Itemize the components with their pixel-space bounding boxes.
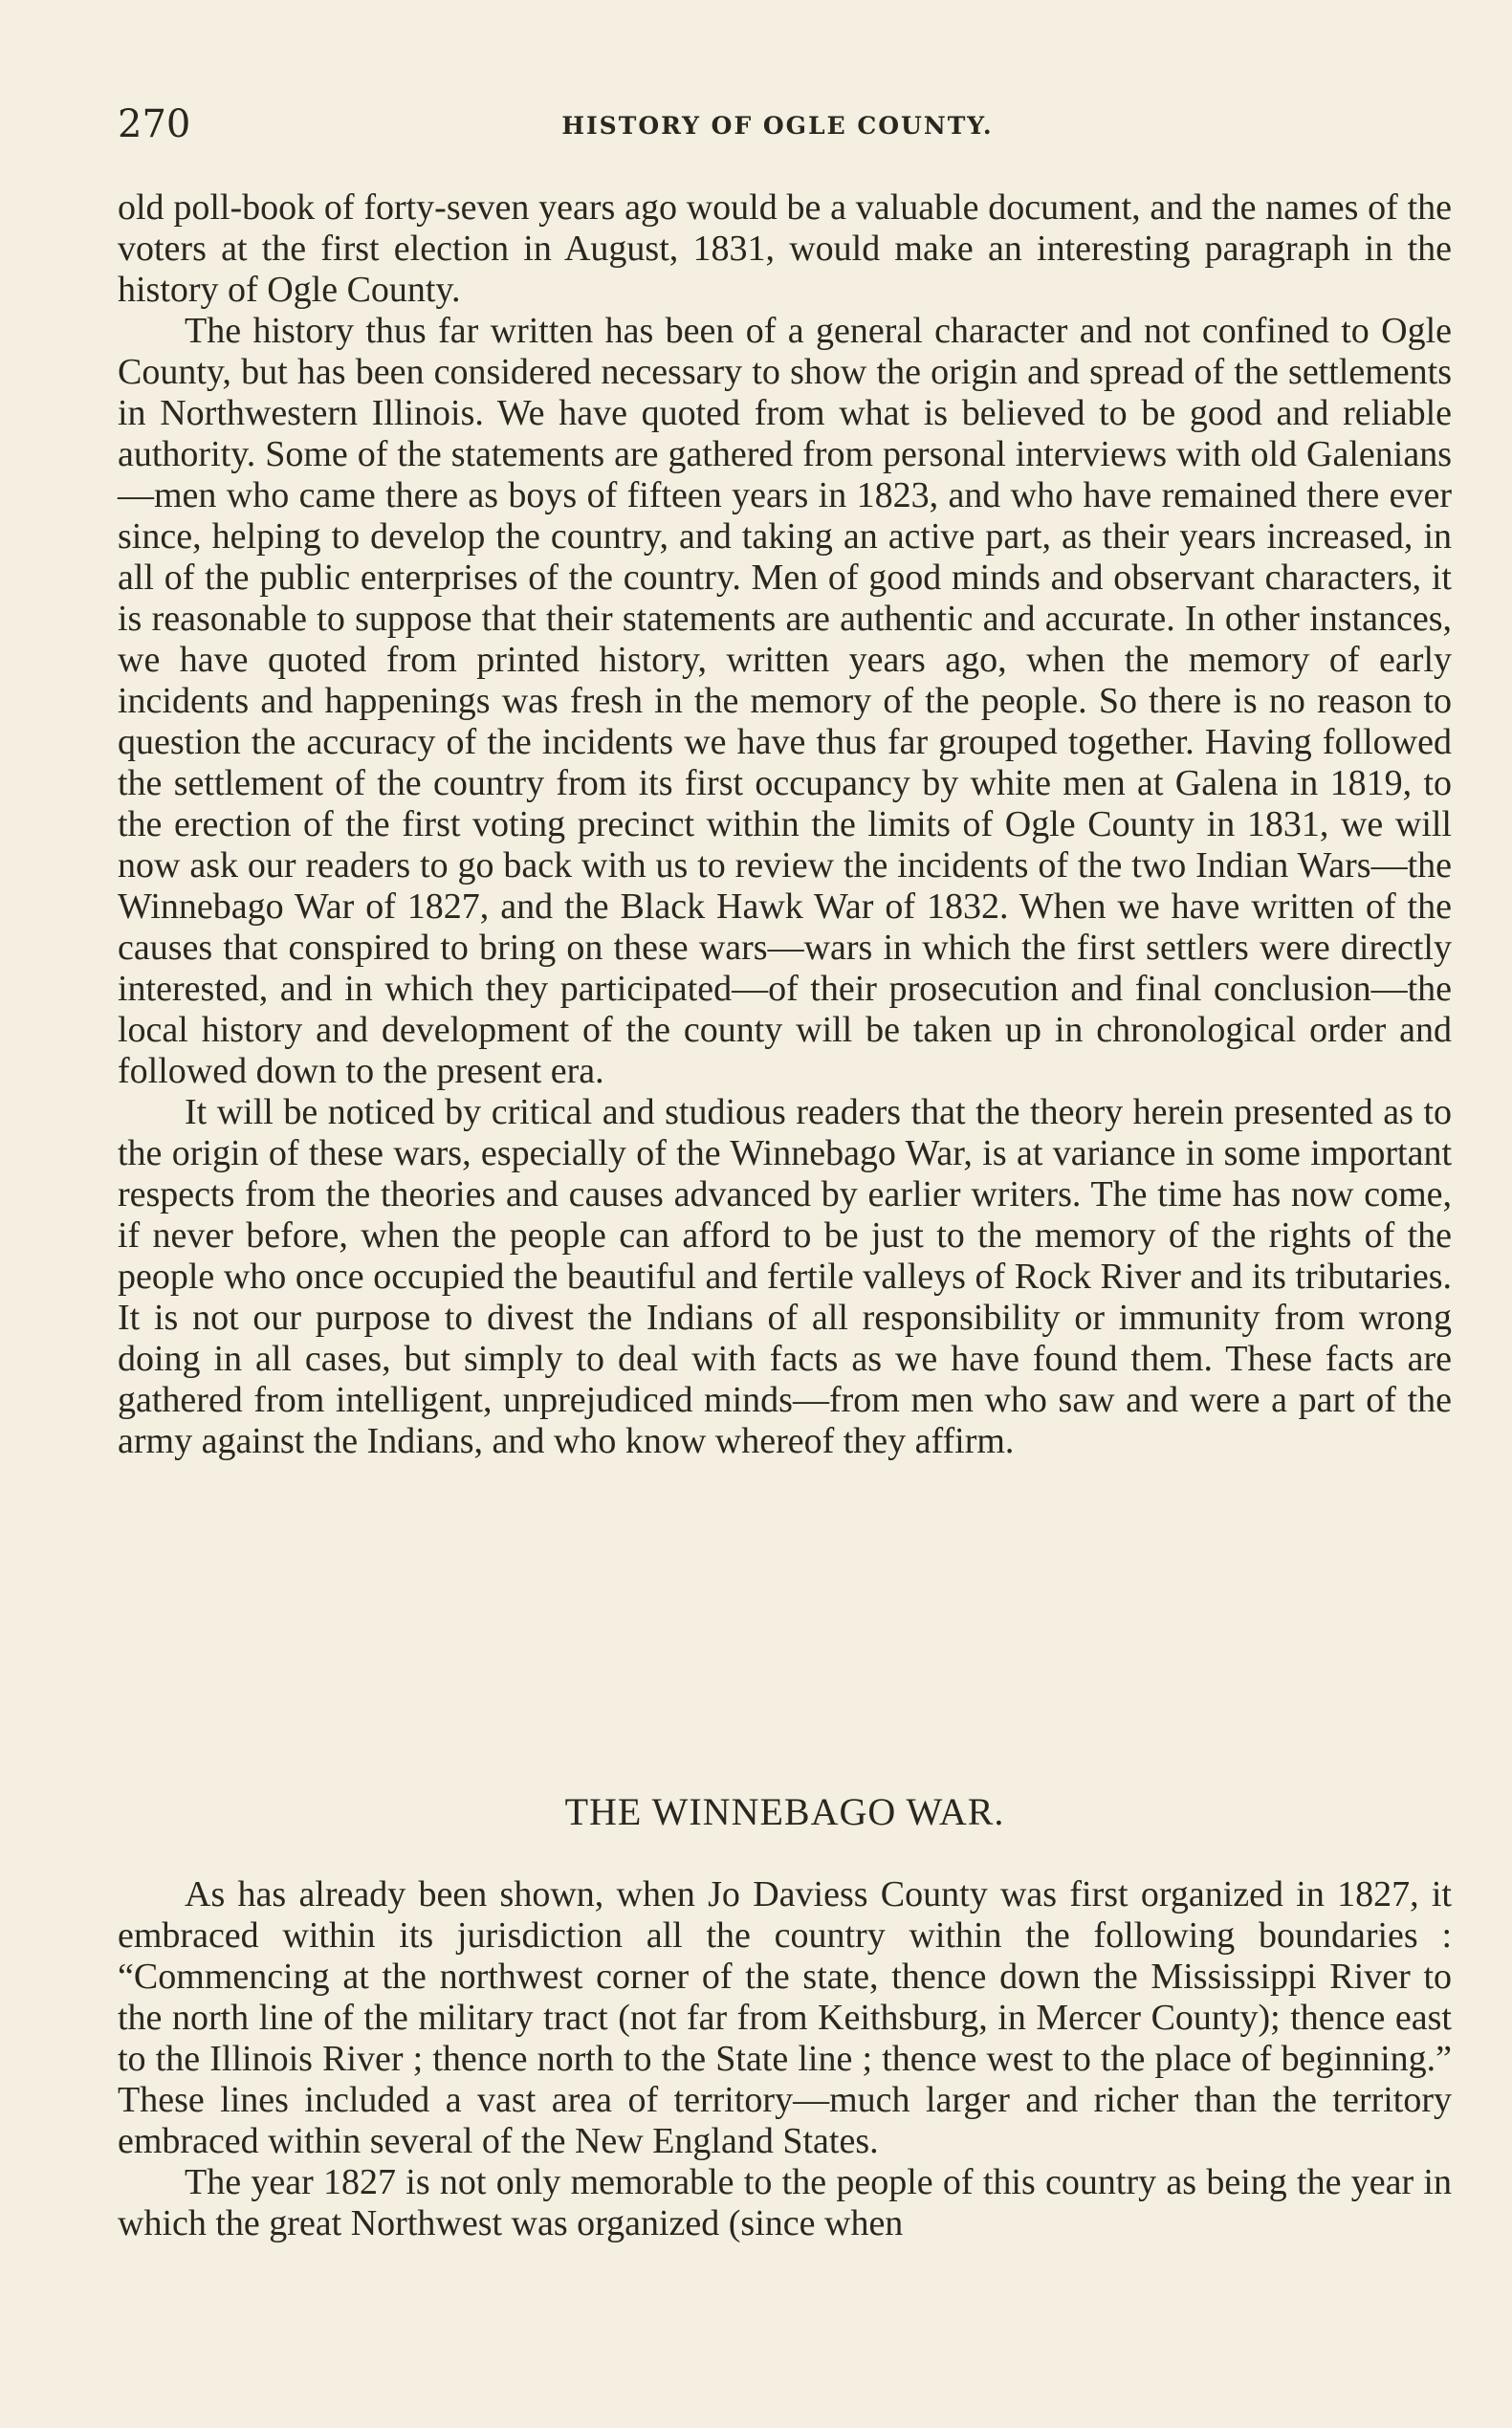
paragraph: It will be noticed by critical and studious readers that the theory herein presented as to the origin of these wars, especially of the Winnebago War, is at variance in some important respects from the theories and causes advanced by earlier writers. The time has now come, if never before, when the people can afford to be just to the memory of the rights of the people who once occupied the beautiful and fertile valleys of Rock River and its tributaries. It is not our purpose to divest the Indians of all responsibility or immunity from wrong doing in all cases, but simply to deal with facts as we have found them. These facts are gathered from intelligent, unprejudiced minds—from men who saw and were a part of the army against the Indians, and who know whereof they affirm. xyxy=(118,1092,1452,1461)
paragraph: The history thus far written has been of a general character and not confined to Ogle County, but has been considered necessary to show the origin and spread of the settlements in Northwestern Illinois. We have quoted from what is believed to be good and reliable authority. Some of the statements are gathered from personal interviews with old Galenians—men who came there as boys of fifteen years in 1823, and who have remained there ever since, helping to develop the country, and taking an active part, as their years increased, in all of the public enterprises of the country. Men of good minds and observant characters, it is reasonable to suppose that their statements are authentic and accurate. In other instances, we have quoted from printed history, written years ago, when the memory of early incidents and happenings was fresh in the memory of the people. So there is no reason to question the accuracy of the incidents we have thus far grouped together. Having followed the settlement of the country from its first occupancy by white men at Galena in 1819, to the erection of the first voting precinct within the limits of Ogle County in 1831, we will now ask our readers to go back with us to review the incidents of the two Indian Wars—the Winnebago War of 1827, and the Black Hawk War of 1832. When we have written of the causes that conspired to bring on these wars—wars in which the first settlers were directly interested, and in which they participated—of their prosecution and final conclusion—the local history and development of the county will be taken up in chronological order and followed down to the present era. xyxy=(118,311,1452,1091)
body-text-bottom xyxy=(118,1874,1452,2244)
paragraph: As has already been shown, when Jo Daviess County was first organized in 1827, it embraced within its jurisdiction all the country within the following boundaries : “Commencing at the northwest corner of the state, thence down the Mississippi River to the north line of the military tract (not far from Keithsburg, in Mercer County); thence east to the Illinois River ; thence north to the State line ; thence west to the place of beginning.” These lines included a vast area of territory—much larger and richer than the territory embraced within several of the New England States. xyxy=(118,1874,1452,2161)
running-head-title: HISTORY OF OGLE COUNTY. xyxy=(561,112,994,140)
running-head xyxy=(118,96,1437,153)
paragraph: The year 1827 is not only memorable to the people of this country as being the year in which the great Northwest was organized (since when xyxy=(118,2162,1452,2243)
page-number: 270 xyxy=(118,102,191,146)
paragraph: old poll-book of forty-seven years ago would be a valuable document, and the names of the voters at the first election in August, 1831, would make an interesting paragraph in the history of Ogle County. xyxy=(118,187,1452,310)
body-text-top xyxy=(118,187,1452,1462)
section-heading: THE WINNEBAGO WAR. xyxy=(564,1790,1005,1833)
